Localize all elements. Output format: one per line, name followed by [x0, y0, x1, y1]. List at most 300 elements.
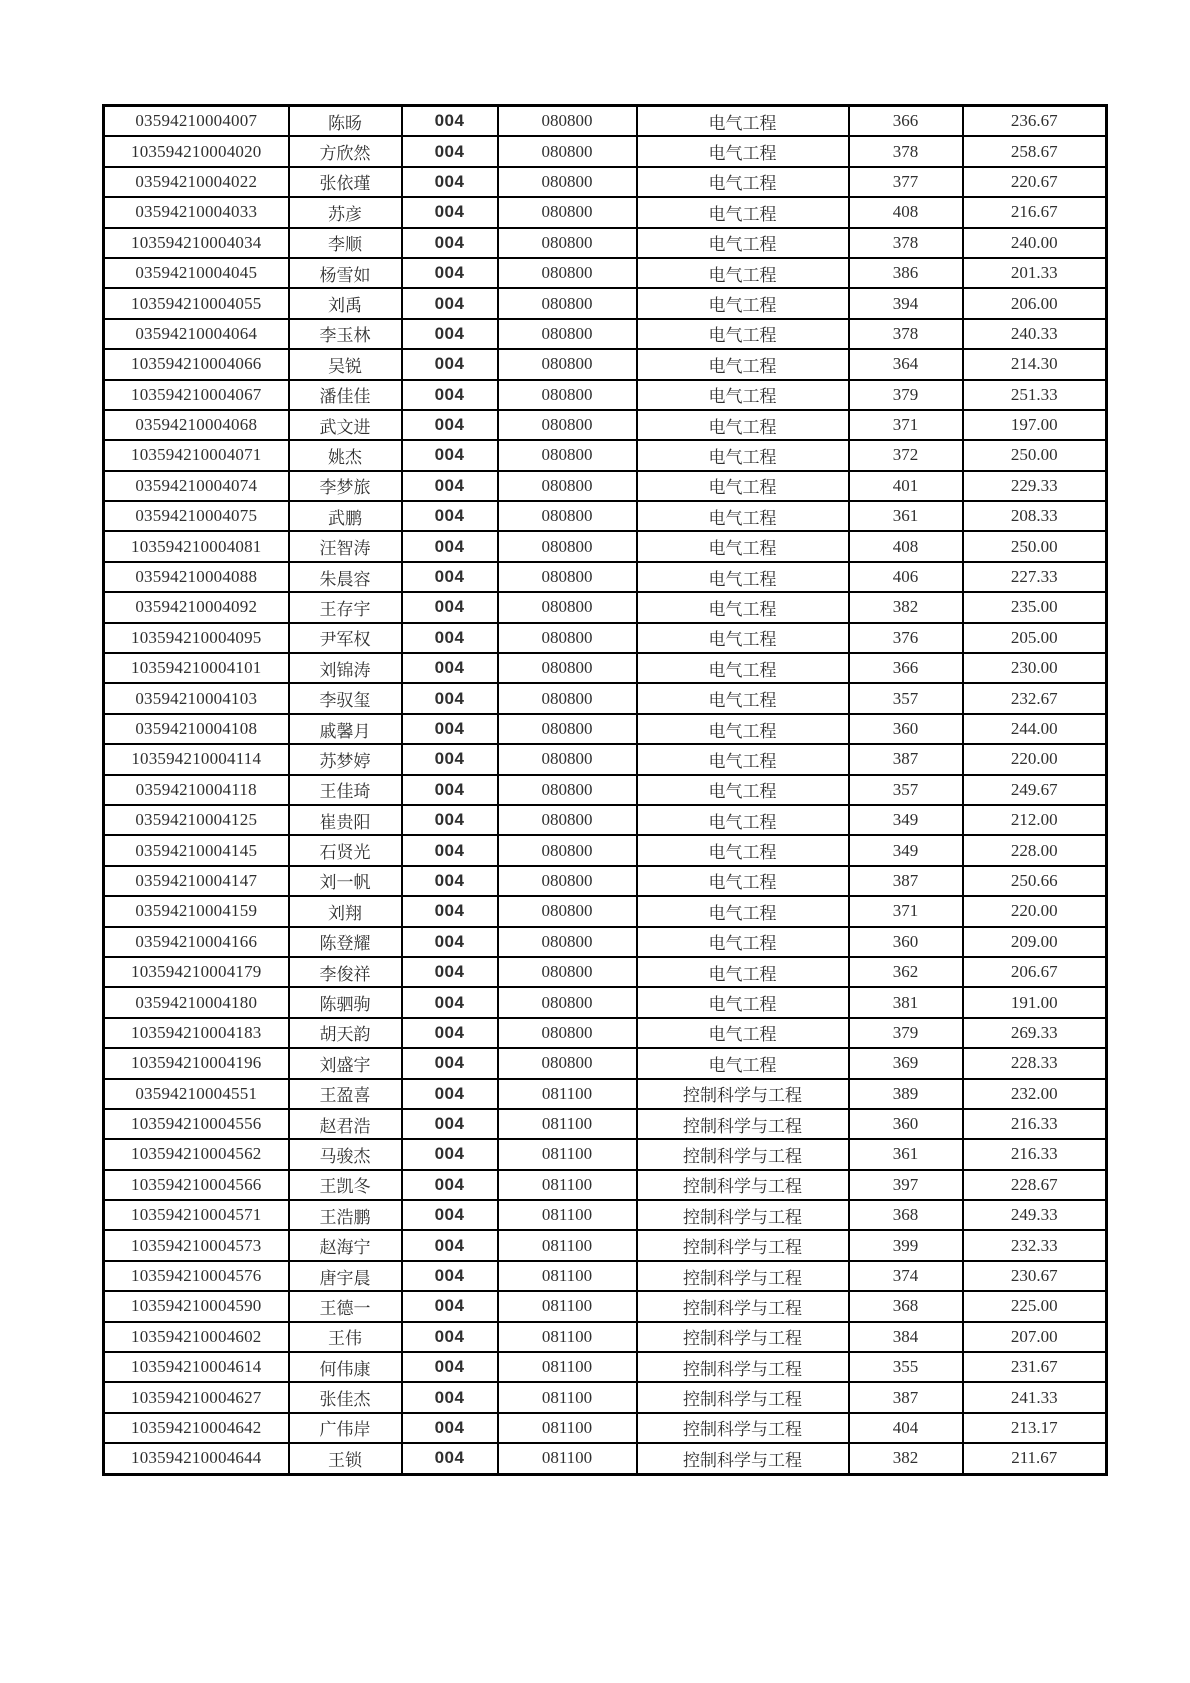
score1-cell: 368: [849, 1200, 963, 1230]
score1-cell: 408: [849, 531, 963, 561]
score2-cell: 232.67: [963, 683, 1107, 713]
table-row: [104, 562, 1107, 592]
dept-code-cell: 004: [402, 653, 498, 683]
dept-code-cell: 004: [402, 1018, 498, 1048]
table-row: [104, 653, 1107, 683]
candidate-id-cell: 103594210004571: [104, 1200, 289, 1230]
major-name-cell: 电气工程: [637, 471, 849, 501]
score2-cell: 250.00: [963, 531, 1107, 561]
candidate-name-cell: 张依瑾: [289, 167, 402, 197]
major-code-cell: 081100: [498, 1139, 637, 1169]
candidate-name-cell: 杨雪如: [289, 258, 402, 288]
candidate-name-cell: 唐宇晨: [289, 1261, 402, 1291]
table-row: [104, 866, 1107, 896]
dept-code-cell: 004: [402, 288, 498, 318]
major-name-cell: 电气工程: [637, 805, 849, 835]
score2-cell: 206.67: [963, 957, 1107, 987]
score1-cell: 357: [849, 775, 963, 805]
major-name-cell: 电气工程: [637, 440, 849, 470]
candidate-id-cell: 103594210004095: [104, 623, 289, 653]
candidate-name-cell: 朱晨容: [289, 562, 402, 592]
score1-cell: 387: [849, 866, 963, 896]
table-row: [104, 440, 1107, 470]
score1-cell: 362: [849, 957, 963, 987]
major-code-cell: 080800: [498, 562, 637, 592]
candidate-id-cell: 03594210004088: [104, 562, 289, 592]
major-code-cell: 080800: [498, 683, 637, 713]
major-name-cell: 电气工程: [637, 167, 849, 197]
candidate-name-cell: 李梦旅: [289, 471, 402, 501]
table-row: [104, 167, 1107, 197]
candidate-name-cell: 王佳琦: [289, 775, 402, 805]
score2-cell: 229.33: [963, 471, 1107, 501]
table-row: [104, 288, 1107, 318]
major-name-cell: 电气工程: [637, 683, 849, 713]
major-name-cell: 控制科学与工程: [637, 1291, 849, 1321]
score1-cell: 355: [849, 1352, 963, 1382]
candidate-name-cell: 汪智涛: [289, 531, 402, 561]
table-row: [104, 136, 1107, 166]
score2-cell: 258.67: [963, 136, 1107, 166]
major-code-cell: 081100: [498, 1170, 637, 1200]
dept-code-cell: 004: [402, 349, 498, 379]
dept-code-cell: 004: [402, 136, 498, 166]
score1-cell: 360: [849, 927, 963, 957]
major-name-cell: 电气工程: [637, 1048, 849, 1078]
table-row: [104, 775, 1107, 805]
major-name-cell: 电气工程: [637, 957, 849, 987]
score2-cell: 216.33: [963, 1109, 1107, 1139]
score1-cell: 401: [849, 471, 963, 501]
major-code-cell: 080800: [498, 714, 637, 744]
candidate-name-cell: 王存宇: [289, 592, 402, 622]
table-row: [104, 1261, 1107, 1291]
major-name-cell: 控制科学与工程: [637, 1109, 849, 1139]
score2-cell: 240.33: [963, 319, 1107, 349]
score1-cell: 389: [849, 1079, 963, 1109]
candidate-id-cell: 103594210004614: [104, 1352, 289, 1382]
candidate-name-cell: 李驭玺: [289, 683, 402, 713]
dept-code-cell: 004: [402, 714, 498, 744]
candidate-id-cell: 103594210004576: [104, 1261, 289, 1291]
major-name-cell: 控制科学与工程: [637, 1139, 849, 1169]
score1-cell: 408: [849, 197, 963, 227]
candidate-name-cell: 尹军权: [289, 623, 402, 653]
major-code-cell: 081100: [498, 1291, 637, 1321]
score1-cell: 357: [849, 683, 963, 713]
score2-cell: 228.33: [963, 1048, 1107, 1078]
dept-code-cell: 004: [402, 1261, 498, 1291]
candidate-name-cell: 陈登耀: [289, 927, 402, 957]
score2-cell: 216.67: [963, 197, 1107, 227]
dept-code-cell: 004: [402, 1109, 498, 1139]
score2-cell: 230.00: [963, 653, 1107, 683]
score2-cell: 212.00: [963, 805, 1107, 835]
score2-cell: 220.00: [963, 744, 1107, 774]
candidate-name-cell: 方欣然: [289, 136, 402, 166]
table-row: [104, 380, 1107, 410]
table-row: [104, 1230, 1107, 1260]
candidate-name-cell: 崔贵阳: [289, 805, 402, 835]
major-name-cell: 电气工程: [637, 410, 849, 440]
table-row: [104, 1079, 1107, 1109]
table-body: [104, 106, 1107, 1475]
score1-cell: 360: [849, 714, 963, 744]
candidate-name-cell: 李俊祥: [289, 957, 402, 987]
major-code-cell: 081100: [498, 1443, 637, 1474]
dept-code-cell: 004: [402, 562, 498, 592]
table-row: [104, 1291, 1107, 1321]
table-row: [104, 987, 1107, 1017]
major-code-cell: 080800: [498, 835, 637, 865]
score2-cell: 235.00: [963, 592, 1107, 622]
candidate-id-cell: 103594210004179: [104, 957, 289, 987]
dept-code-cell: 004: [402, 1079, 498, 1109]
major-name-cell: 电气工程: [637, 866, 849, 896]
dept-code-cell: 004: [402, 501, 498, 531]
dept-code-cell: 004: [402, 866, 498, 896]
major-code-cell: 080800: [498, 957, 637, 987]
score1-cell: 368: [849, 1291, 963, 1321]
dept-code-cell: 004: [402, 380, 498, 410]
score1-cell: 382: [849, 592, 963, 622]
table-row: [104, 1352, 1107, 1382]
candidate-id-cell: 03594210004022: [104, 167, 289, 197]
table-row: [104, 501, 1107, 531]
candidate-id-cell: 103594210004196: [104, 1048, 289, 1078]
dept-code-cell: 004: [402, 957, 498, 987]
major-name-cell: 电气工程: [637, 531, 849, 561]
candidate-id-cell: 103594210004067: [104, 380, 289, 410]
major-name-cell: 控制科学与工程: [637, 1322, 849, 1352]
score1-cell: 364: [849, 349, 963, 379]
dept-code-cell: 004: [402, 106, 498, 137]
score2-cell: 208.33: [963, 501, 1107, 531]
dept-code-cell: 004: [402, 258, 498, 288]
major-code-cell: 080800: [498, 106, 637, 137]
major-code-cell: 080800: [498, 531, 637, 561]
dept-code-cell: 004: [402, 1170, 498, 1200]
dept-code-cell: 004: [402, 319, 498, 349]
score2-cell: 206.00: [963, 288, 1107, 318]
candidate-id-cell: 03594210004045: [104, 258, 289, 288]
candidate-name-cell: 武鹏: [289, 501, 402, 531]
score1-cell: 378: [849, 228, 963, 258]
score1-cell: 397: [849, 1170, 963, 1200]
score1-cell: 361: [849, 1139, 963, 1169]
candidate-name-cell: 王德一: [289, 1291, 402, 1321]
dept-code-cell: 004: [402, 592, 498, 622]
table-row: [104, 1322, 1107, 1352]
table-row: [104, 349, 1107, 379]
candidate-id-cell: 03594210004166: [104, 927, 289, 957]
major-name-cell: 控制科学与工程: [637, 1352, 849, 1382]
score2-cell: 209.00: [963, 927, 1107, 957]
candidate-id-cell: 03594210004159: [104, 896, 289, 926]
candidate-id-cell: 103594210004566: [104, 1170, 289, 1200]
score1-cell: 376: [849, 623, 963, 653]
score1-cell: 378: [849, 319, 963, 349]
candidate-name-cell: 广伟岸: [289, 1413, 402, 1443]
score1-cell: 379: [849, 380, 963, 410]
major-name-cell: 控制科学与工程: [637, 1261, 849, 1291]
candidate-id-cell: 03594210004075: [104, 501, 289, 531]
major-name-cell: 电气工程: [637, 380, 849, 410]
dept-code-cell: 004: [402, 440, 498, 470]
table-row: [104, 896, 1107, 926]
major-code-cell: 081100: [498, 1382, 637, 1412]
candidate-name-cell: 刘盛宇: [289, 1048, 402, 1078]
major-code-cell: 081100: [498, 1230, 637, 1260]
candidate-name-cell: 苏彦: [289, 197, 402, 227]
candidate-id-cell: 03594210004118: [104, 775, 289, 805]
candidate-id-cell: 103594210004642: [104, 1413, 289, 1443]
dept-code-cell: 004: [402, 471, 498, 501]
candidate-id-cell: 103594210004644: [104, 1443, 289, 1474]
candidate-id-cell: 03594210004145: [104, 835, 289, 865]
score1-cell: 384: [849, 1322, 963, 1352]
score2-cell: 216.33: [963, 1139, 1107, 1169]
dept-code-cell: 004: [402, 1382, 498, 1412]
score1-cell: 366: [849, 106, 963, 137]
major-code-cell: 080800: [498, 805, 637, 835]
dept-code-cell: 004: [402, 197, 498, 227]
score1-cell: 372: [849, 440, 963, 470]
score2-cell: 244.00: [963, 714, 1107, 744]
dept-code-cell: 004: [402, 1413, 498, 1443]
score2-cell: 220.00: [963, 896, 1107, 926]
dept-code-cell: 004: [402, 805, 498, 835]
major-code-cell: 080800: [498, 410, 637, 440]
score2-cell: 236.67: [963, 106, 1107, 137]
dept-code-cell: 004: [402, 531, 498, 561]
score2-cell: 231.67: [963, 1352, 1107, 1382]
candidate-id-cell: 103594210004556: [104, 1109, 289, 1139]
table-row: [104, 1413, 1107, 1443]
major-code-cell: 080800: [498, 167, 637, 197]
major-name-cell: 电气工程: [637, 744, 849, 774]
dept-code-cell: 004: [402, 410, 498, 440]
score2-cell: 227.33: [963, 562, 1107, 592]
score2-cell: 241.33: [963, 1382, 1107, 1412]
candidate-name-cell: 刘一帆: [289, 866, 402, 896]
table-row: [104, 531, 1107, 561]
candidate-id-cell: 03594210004125: [104, 805, 289, 835]
candidate-name-cell: 武文进: [289, 410, 402, 440]
score2-cell: 207.00: [963, 1322, 1107, 1352]
major-code-cell: 081100: [498, 1200, 637, 1230]
candidate-id-cell: 03594210004103: [104, 683, 289, 713]
dept-code-cell: 004: [402, 744, 498, 774]
major-code-cell: 081100: [498, 1352, 637, 1382]
major-code-cell: 080800: [498, 380, 637, 410]
dept-code-cell: 004: [402, 228, 498, 258]
major-code-cell: 080800: [498, 866, 637, 896]
score2-cell: 240.00: [963, 228, 1107, 258]
admission-score-table: [102, 104, 1108, 1476]
candidate-id-cell: 103594210004590: [104, 1291, 289, 1321]
major-code-cell: 080800: [498, 744, 637, 774]
major-name-cell: 电气工程: [637, 349, 849, 379]
major-name-cell: 电气工程: [637, 562, 849, 592]
candidate-id-cell: 103594210004081: [104, 531, 289, 561]
major-code-cell: 080800: [498, 136, 637, 166]
table-row: [104, 319, 1107, 349]
major-name-cell: 电气工程: [637, 714, 849, 744]
table-row: [104, 927, 1107, 957]
score2-cell: 249.67: [963, 775, 1107, 805]
table-row: [104, 744, 1107, 774]
major-code-cell: 080800: [498, 349, 637, 379]
table-row: [104, 1382, 1107, 1412]
table-row: [104, 805, 1107, 835]
candidate-name-cell: 王凯冬: [289, 1170, 402, 1200]
admission-score-table-wrap: [102, 104, 1108, 1476]
candidate-name-cell: 姚杰: [289, 440, 402, 470]
major-name-cell: 电气工程: [637, 835, 849, 865]
score2-cell: 220.67: [963, 167, 1107, 197]
candidate-name-cell: 李顺: [289, 228, 402, 258]
score1-cell: 371: [849, 410, 963, 440]
dept-code-cell: 004: [402, 1200, 498, 1230]
candidate-name-cell: 张佳杰: [289, 1382, 402, 1412]
candidate-id-cell: 103594210004114: [104, 744, 289, 774]
major-name-cell: 控制科学与工程: [637, 1413, 849, 1443]
dept-code-cell: 004: [402, 835, 498, 865]
dept-code-cell: 004: [402, 1230, 498, 1260]
dept-code-cell: 004: [402, 1291, 498, 1321]
major-code-cell: 081100: [498, 1413, 637, 1443]
score2-cell: 211.67: [963, 1443, 1107, 1474]
major-name-cell: 电气工程: [637, 896, 849, 926]
score1-cell: 394: [849, 288, 963, 318]
candidate-id-cell: 03594210004007: [104, 106, 289, 137]
major-name-cell: 电气工程: [637, 197, 849, 227]
score2-cell: 205.00: [963, 623, 1107, 653]
score1-cell: 404: [849, 1413, 963, 1443]
candidate-id-cell: 03594210004064: [104, 319, 289, 349]
major-code-cell: 080800: [498, 197, 637, 227]
major-code-cell: 080800: [498, 623, 637, 653]
table-row: [104, 197, 1107, 227]
score2-cell: 230.67: [963, 1261, 1107, 1291]
dept-code-cell: 004: [402, 896, 498, 926]
score2-cell: 197.00: [963, 410, 1107, 440]
major-code-cell: 080800: [498, 653, 637, 683]
table-row: [104, 228, 1107, 258]
table-row: [104, 1200, 1107, 1230]
table-row: [104, 835, 1107, 865]
dept-code-cell: 004: [402, 683, 498, 713]
score1-cell: 369: [849, 1048, 963, 1078]
score2-cell: 213.17: [963, 1413, 1107, 1443]
major-name-cell: 控制科学与工程: [637, 1200, 849, 1230]
major-name-cell: 控制科学与工程: [637, 1170, 849, 1200]
major-code-cell: 080800: [498, 228, 637, 258]
major-name-cell: 电气工程: [637, 927, 849, 957]
score2-cell: 201.33: [963, 258, 1107, 288]
major-code-cell: 080800: [498, 319, 637, 349]
major-name-cell: 控制科学与工程: [637, 1079, 849, 1109]
table-row: [104, 471, 1107, 501]
score1-cell: 378: [849, 136, 963, 166]
major-code-cell: 080800: [498, 440, 637, 470]
candidate-name-cell: 王伟: [289, 1322, 402, 1352]
candidate-id-cell: 03594210004092: [104, 592, 289, 622]
score2-cell: 269.33: [963, 1018, 1107, 1048]
major-name-cell: 电气工程: [637, 228, 849, 258]
candidate-id-cell: 103594210004055: [104, 288, 289, 318]
candidate-name-cell: 李玉林: [289, 319, 402, 349]
score2-cell: 232.00: [963, 1079, 1107, 1109]
major-name-cell: 电气工程: [637, 1018, 849, 1048]
major-name-cell: 电气工程: [637, 501, 849, 531]
score2-cell: 228.00: [963, 835, 1107, 865]
major-name-cell: 控制科学与工程: [637, 1230, 849, 1260]
major-code-cell: 080800: [498, 258, 637, 288]
dept-code-cell: 004: [402, 775, 498, 805]
candidate-name-cell: 赵君浩: [289, 1109, 402, 1139]
score1-cell: 381: [849, 987, 963, 1017]
major-name-cell: 电气工程: [637, 288, 849, 318]
major-name-cell: 电气工程: [637, 775, 849, 805]
major-name-cell: 控制科学与工程: [637, 1382, 849, 1412]
candidate-id-cell: 103594210004183: [104, 1018, 289, 1048]
score1-cell: 386: [849, 258, 963, 288]
major-code-cell: 080800: [498, 501, 637, 531]
candidate-name-cell: 王盈喜: [289, 1079, 402, 1109]
dept-code-cell: 004: [402, 167, 498, 197]
major-code-cell: 081100: [498, 1079, 637, 1109]
score1-cell: 387: [849, 744, 963, 774]
major-code-cell: 080800: [498, 927, 637, 957]
major-code-cell: 080800: [498, 592, 637, 622]
score2-cell: 250.00: [963, 440, 1107, 470]
candidate-name-cell: 赵海宁: [289, 1230, 402, 1260]
score1-cell: 406: [849, 562, 963, 592]
candidate-name-cell: 王锁: [289, 1443, 402, 1474]
score1-cell: 349: [849, 835, 963, 865]
candidate-id-cell: 03594210004108: [104, 714, 289, 744]
score1-cell: 349: [849, 805, 963, 835]
table-row: [104, 410, 1107, 440]
candidate-id-cell: 03594210004180: [104, 987, 289, 1017]
major-code-cell: 080800: [498, 1048, 637, 1078]
major-code-cell: 081100: [498, 1261, 637, 1291]
table-row: [104, 106, 1107, 137]
candidate-id-cell: 103594210004602: [104, 1322, 289, 1352]
major-code-cell: 080800: [498, 896, 637, 926]
candidate-id-cell: 103594210004034: [104, 228, 289, 258]
candidate-name-cell: 苏梦婷: [289, 744, 402, 774]
score1-cell: 382: [849, 1443, 963, 1474]
dept-code-cell: 004: [402, 927, 498, 957]
candidate-name-cell: 王浩鹏: [289, 1200, 402, 1230]
score1-cell: 374: [849, 1261, 963, 1291]
table-row: [104, 592, 1107, 622]
score2-cell: 251.33: [963, 380, 1107, 410]
table-row: [104, 683, 1107, 713]
table-row: [104, 1018, 1107, 1048]
major-name-cell: 电气工程: [637, 653, 849, 683]
score2-cell: 250.66: [963, 866, 1107, 896]
table-row: [104, 714, 1107, 744]
score2-cell: 232.33: [963, 1230, 1107, 1260]
table-row: [104, 258, 1107, 288]
candidate-id-cell: 103594210004573: [104, 1230, 289, 1260]
dept-code-cell: 004: [402, 1352, 498, 1382]
candidate-id-cell: 03594210004147: [104, 866, 289, 896]
